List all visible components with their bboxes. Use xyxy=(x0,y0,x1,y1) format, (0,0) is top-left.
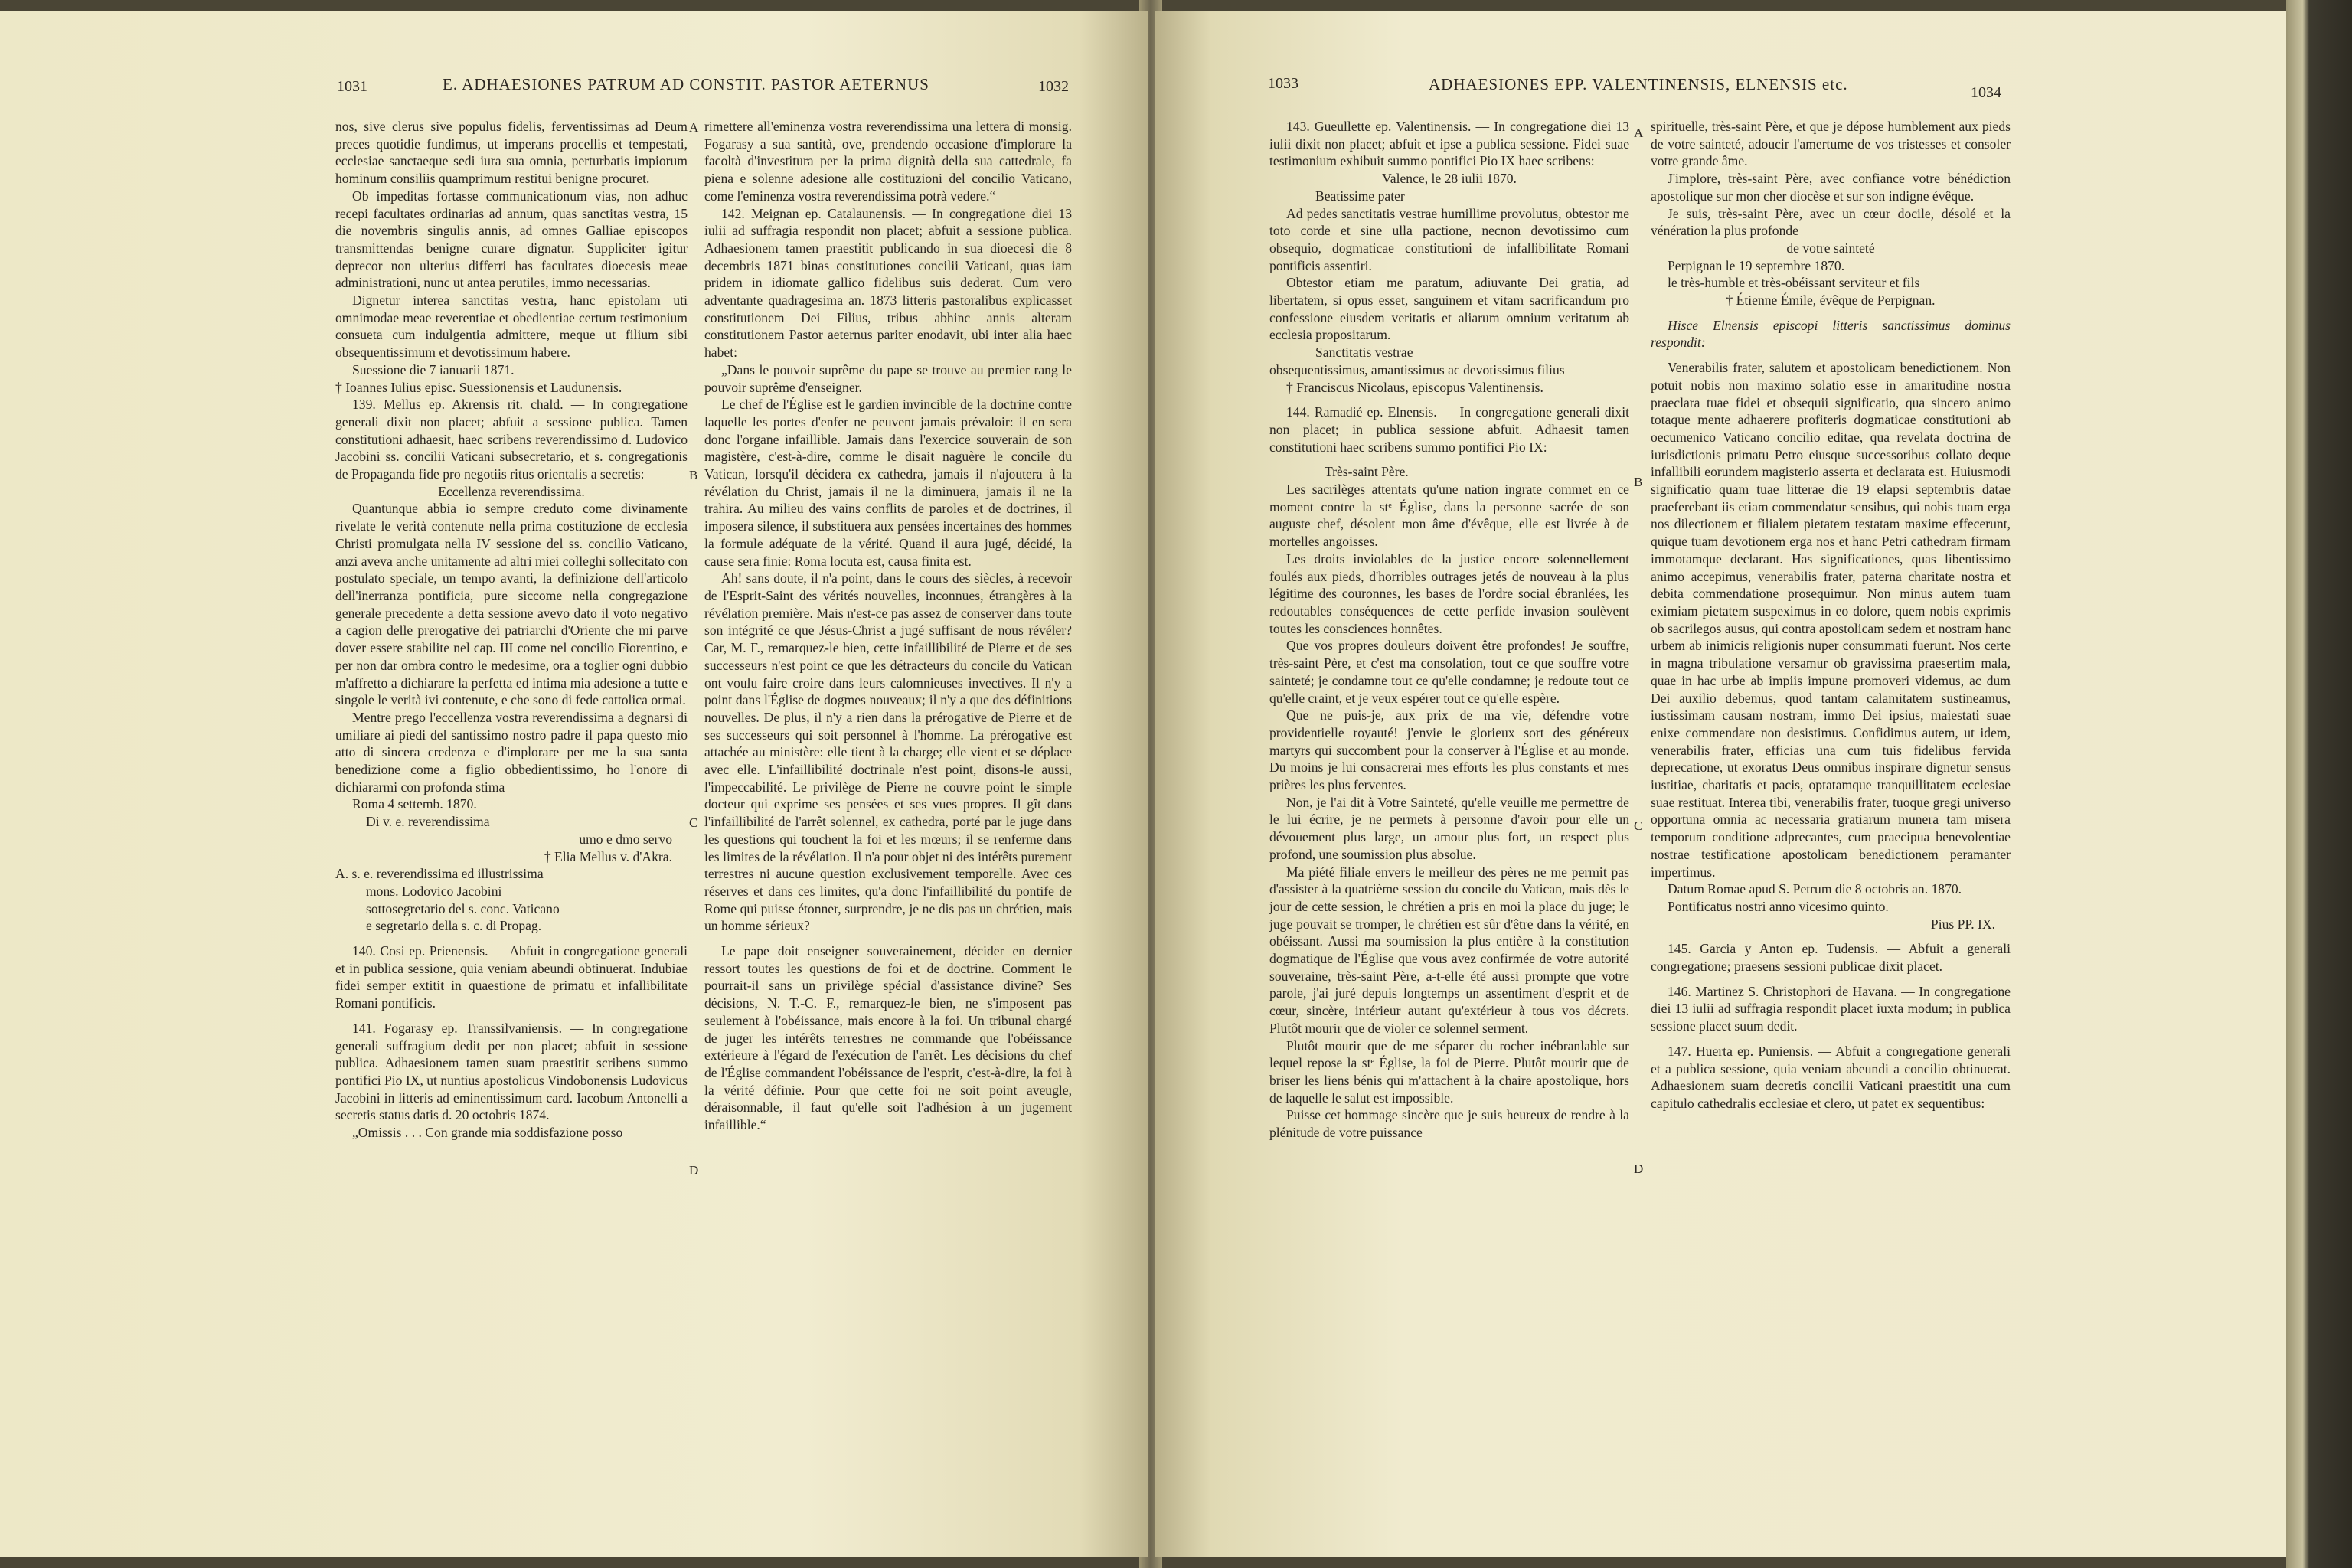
address-line: A. s. e. reverendissima ed illustrissima xyxy=(335,866,544,882)
paragraph: Les sacrilèges attentats qu'une nation ingrate commet en ce moment contre la stᵉ Église, dans la personne sacrée de son auguste chef, désolent mon âme d'évêque, elle est livrée à de mortelles angoisses. xyxy=(1269,482,1629,550)
paragraph: Dignetur interea sanctitas vestra, hanc epistolam uti omnimodae meae reverentiae et obedientiae certum testimonium consueta cum indulgentia admittere, meque ut filium sibi obsequentissimum et devotissimum habere. xyxy=(335,292,688,361)
paragraph: Les droits inviolables de la justice encore solennellement foulés aux pieds, d'horribles outrages jetés de nouveau à la plus légitime des couronnes, les bases de l'ordre social ébranlées, les redoutables conséquences de cette perfide invasion soulèvent toutes les consciences honnêtes. xyxy=(1269,550,1629,636)
paragraph: Plutôt mourir que de me séparer du rocher inébranlable sur lequel repose la stᵉ Église, la foi de Pierre. Plutôt mourir que de briser les liens bénis qui m'attachent à la chaire apostolique, hors de laquelle le salut est impossible. xyxy=(1269,1037,1629,1106)
paragraph: Puisse cet hommage sincère que je suis heureux de rendre à la plénitude de votre puissance xyxy=(1269,1107,1629,1141)
signature: Pius PP. IX. xyxy=(1930,916,1995,932)
margin-marker: C xyxy=(689,815,698,830)
response-heading: Hisce Elnensis episcopi litteris sanctissimus dominus respondit: xyxy=(1651,317,2011,351)
margin-marker: B xyxy=(689,468,698,482)
address-line: e segretario della s. c. di Propag. xyxy=(366,918,542,934)
running-head-left: E. ADHAESIONES PATRUM AD CONSTIT. PASTOR AETERNUS xyxy=(443,75,929,93)
paragraph: Ad pedes sanctitatis vestrae humillime provolutus, obtestor me toto corde et sine ulla pactione, necnon devotissimo cum obsequio, dogmaticae constitutioni de infallibilitate Romani pontificis assentiri. xyxy=(1269,205,1629,273)
closing: de votre sainteté xyxy=(1786,240,1875,256)
paragraph: Que vos propres douleurs doivent être profondes! Je souffre, très-saint Père, et c'est ma consolation, tout ce que souffre votre sainteté; je condamne tout ce qu'elle condamne; je redoute tout ce qu'elle craint, et je veux espérer tout ce qu'elle espère. xyxy=(1269,638,1629,706)
paragraph: „Dans le pouvoir suprême du pape se trouve au premier rang le pouvoir suprême d'enseigner. xyxy=(704,361,1072,395)
paragraph: rimettere all'eminenza vostra reverendissima una lettera di monsig. Fogarasy a sua santità, ove, prendendo occasione d'implorare la facoltà d'investitura per la prima dignità della sua cattedrale, fa piena e solenne adesione alle costituzioni del concilio Vaticano, come l'eminenza vostra reverendissima potrà vedere.“ xyxy=(704,119,1072,204)
salutation: Très-saint Père. xyxy=(1325,464,1409,480)
margin-marker: C xyxy=(1634,818,1643,833)
papal-letter: Venerabilis frater, salutem et apostolicam benedictionem. Non potuit nobis non maximo solatio esse in amaritudine nostra praeclara tuae fidei et obsequii significatio, qua sincero animo totaque mente adhaerere profiteris dogmaticae constitutioni ab oecumenico Vaticano concilio editae, qua revelata doctrina de iurisdictionis primatu Petro eiusque successoribus collato deque infallibili eorundem magisterio asserta et declarata est. Huiusmodi significatio quam tuae litterae die 19 elapsi septembris datae praeferebant iis etiam commendatur sensibus, qui nobis tuam erga nos dilectionem et filialem pietatem testatam maxime effecerunt, quique tuam devotionem erga nos et hanc Petri cathedram firmam immotamque declarant. Has significationes, quas libentissimo animo accepimus, venerabilis frater, paterna charitate nostra et debita commendatione prosequimur. Non minus autem tuam eximiam pietatem suspeximus in eo dolore, quem nobis exprimis ob sacrilegos ausus, qui contra apostolicam sedem et nostram hanc urbem ab inimicis religionis nuper consummati fuerunt. Nos certe in magna tribulatione versamur ob gravissima praesertim mala, quae in hac urbe ab impiis impune promoveri videmus, ac dum Dei auxilio debemus, quod tantam calamitatem sustineamus, iustissimam causam nostram, immo Dei ipsius, maiestati suae enixe commendare non desistimus. Confidimus autem, ut idem, venerabilis frater, efficias una cum tuis fidelibus fervida deprecatione, ut exoratus Deus omnibus inspirare dignetur sensus iustitiae, charitatis et pacis, optatamque tranquillitatem ecclesiae suae restituat. Interea tibi, venerabilis frater, tuoque gregi universo opportuna omnia ac necessaria gratiarum munera tam misera temporum conditione adprecantes, cum praecipua benevolentiae nostrae testificatione apostolicam benedictionem peramanter impertimus. xyxy=(1651,360,2011,880)
margin-marker: B xyxy=(1634,475,1643,489)
entry-144: 144. Ramadié ep. Elnensis. — In congregatione generali dixit non placet; in publica sessione abfuit. Adhaesit tamen constitutioni haec scribens summo pontifici Pio IX: xyxy=(1269,404,1629,455)
signature: † Franciscus Nicolaus, episcopus Valentinensis. xyxy=(1286,379,1544,395)
signature: † Ioannes Iulius episc. Suessionensis et Laudunensis. xyxy=(335,379,622,395)
left-page xyxy=(0,11,1148,1557)
dateline: Perpignan le 19 septembre 1870. xyxy=(1668,257,1845,273)
address-line: sottosegretario del s. conc. Vaticano xyxy=(366,900,560,916)
page-number-1032: 1032 xyxy=(1038,78,1069,95)
paragraph: Mentre prego l'eccellenza vostra reverendissima a degnarsi di umiliare ai piedi del santissimo nostro padre il papa questo mio atto di sincera credenza e d'implorare per me la sua santa benedizione come a figlio obbedientissimo, ho l'onore di dichiararmi con profonda stima xyxy=(335,709,688,795)
right-page-column-2 xyxy=(1651,118,2011,1112)
signature: † Elia Mellus v. d'Akra. xyxy=(544,848,672,864)
margin-marker: D xyxy=(689,1163,699,1178)
running-head-right: ADHAESIONES EPP. VALENTINENSIS, ELNENSIS etc. xyxy=(1429,75,1848,93)
entry-142: 142. Meignan ep. Catalaunensis. — In congregatione diei 13 iulii ad suffragia respondit non placet; abfuit a sessione publica. Adhaesionem tamen praestitit publicando in sua dioecesi die 8 decembris 1871 binas constitutiones concilii Vaticani, quas iam pridem in idiomate gallico fidelibus suis dederat. Cum vero adventante quadragesima an. 1873 litteris pastoralibus explicasset constitutionem Dei Filius, tribus abhinc annis alteram constitutionem Pastor aeternus pariter enodavit, ubi inter alia haec habet: xyxy=(704,205,1072,361)
page-number-1033: 1033 xyxy=(1268,75,1298,92)
paragraph: nos, sive clerus sive populus fidelis, ferventissimas ad Deum preces quotidie fundimus, ut imperans procellis et tempestati, ecclesiae sanctaeque sedi iura sua omnia, perturbatis impiorum hominum consiliis quamprimum restitui benigne procuret. xyxy=(335,119,688,187)
left-page-column-2 xyxy=(704,118,1072,1134)
closing: umo e dmo servo xyxy=(579,831,672,847)
dateline: Pontificatus nostri anno vicesimo quinto. xyxy=(1668,898,1889,914)
paragraph: Ob impeditas fortasse communicationum vias, non adhuc recepi facultates ordinarias ad annum, quas sanctitas vestra, 15 die novembris singulis annis, ad omnes Galliae episcopos transmittendas benigne curare dignatur. Suppliciter igitur deprecor non ulterius differri has facultates dioecesis meae administrationi, nunc ut antea perutiles, immo necessarias. xyxy=(335,188,688,291)
margin-marker: A xyxy=(1634,126,1644,140)
paragraph: Je suis, très-saint Père, avec un cœur docile, désolé et la vénération la plus profonde xyxy=(1651,205,2011,239)
paragraph: spirituelle, très-saint Père, et que je dépose humblement aux pieds de votre sainteté, adoucir l'amertume de vos tristesses et consoler votre grande âme. xyxy=(1651,119,2011,169)
margin-marker: A xyxy=(689,120,699,135)
closing: Sanctitatis vestrae xyxy=(1315,345,1413,361)
page-number-1031: 1031 xyxy=(337,78,368,95)
margin-marker: D xyxy=(1634,1161,1644,1176)
closing: le très-humble et très-obéissant serviteur et fils xyxy=(1668,275,1920,291)
book-edge xyxy=(2286,0,2352,1568)
entry-140: 140. Cosi ep. Prienensis. — Abfuit in congregatione generali et in publica sessione, quia veniam abeundi obtinuerat. Indubiae fidei semper extitit in quaestione de primatu et infallibilitate Romani pontificis. xyxy=(335,943,688,1011)
paragraph: Le pape doit enseigner souverainement, décider en dernier ressort toutes les questions de foi et de doctrine. Comment le pourrait-il sans un privilège spécial d'assistance divine? Ses décisions, N. T.-C. F., remarquez-le bien, ne s'imposent pas seulement à l'obéissance, mais encore à la foi. Un tribunal chargé de juger les intérêts terrestres ne commande que l'obéissance extérieure à l'égard de l'exécution de l'arrêt. Les décisions du chef de l'Église commandent l'obéissance de l'esprit, c'est-à-dire, la foi à la vérité définie. Pour que cette foi ne soit point aveugle, déraisonnable, il faut qu'elle soit l'adhésion à un jugement infaillible.“ xyxy=(704,943,1072,1133)
paragraph: J'implore, très-saint Père, avec confiance votre bénédiction apostolique sur mon cher diocèse et sur son indigne évêque. xyxy=(1651,171,2011,204)
paragraph: Quantunque abbia io sempre creduto come divinamente rivelate le verità contenute nella prima costituzione de ecclesia Christi promulgata nella IV sessione del ss. concilio Vaticano, anzi aveva anche unitamente ad altri miei colleghi sollecitato con postulato speciale, un tempo avanti, la definizione dell'articolo dell'inerranza pontificia, pure siccome nella congregazione generale precedente a detta sessione avevo dato il voto negativo a cagion delle prerogative dei patriarchi d'Oriente che mi parve dover essere stabilite nel cap. III come nel concilio Fiorentino, e per non dar ombra contro le medesime, ora a toglier ogni dubbio m'affretto a dichiarare la perfetta ed intima mia adesione a tutte e singole le verità ivi contenute, e che sono di fede cattolica ormai. xyxy=(335,501,688,708)
entry-141: 141. Fogarasy ep. Transsilvaniensis. — In congregatione generali suffragium dedit per non placet; abfuit in sessione publica. Adhaesionem tamen suam praestitit scribens summo pontifici Pio IX, ut nuntius apostolicus Vindobonensis Ludovicus Jacobini in litteris ad eminentissimum card. Iacobum Antonelli a secretis status datis d. 20 octobris 1874. xyxy=(335,1020,688,1123)
paragraph: Ma piété filiale envers le meilleur des pères ne me permit pas d'assister à la quatrième session du concile du Vatican, mais dès le jour de cette session, le chrétien a pris en moi la place du juge; le juge pouvait se tromper, le chrétien est sûr d'être dans la vérité, en obéissant. Aussi ma soumission la plus entière à la constitution dogmatique de l'Église que vous avez confirmée de votre autorité souveraine, très-saint Père, a-t-elle été aussi prompte que votre parole, j'ai juré depuis longtemps un assentiment d'esprit et de cœur, sincère, intérieur autant qu'extérieur à tous vos décrets. Plutôt mourir que de violer ce solennel serment. xyxy=(1269,864,1629,1036)
entry-139: 139. Mellus ep. Akrensis rit. chald. — In congregatione generali dixit non placet; abfuit a sessione publica. Tamen constitutioni adhaesit, haec scribens reverendissimo d. Ludovico Jacobini ss. concilii Vaticani subsecretario, et s. congregationis de Propaganda fide pro negotiis ritus orientalis a secretis: xyxy=(335,397,688,482)
dateline: Suessione die 7 ianuarii 1871. xyxy=(352,361,514,377)
paragraph: Non, je l'ai dit à Votre Sainteté, qu'elle veuille me permettre de le lui écrire, je ne permets à personne d'avoir pour elle un dévouement plus large, un amour plus fort, un respect plus profond, une soumission plus absolue. xyxy=(1269,794,1629,862)
entry-146: 146. Martinez S. Christophori de Havana. — In congregatione diei 13 iulii ad suffragia respondit placet iuxta modum; in publica sessione placet suum dedit. xyxy=(1651,983,2011,1034)
paragraph: Obtestor etiam me paratum, adiuvante Dei gratia, ad libertatem, si opus esset, sanguinem et vitam sacrificandum pro confessione eiusdem veritatis et aliarum omnium veritatum ab ecclesia propositarum. xyxy=(1269,275,1629,343)
entry-145: 145. Garcia y Anton ep. Tudensis. — Abfuit a generali congregatione; praesens sessioni publicae dixit placet. xyxy=(1651,941,2011,975)
dateline: Datum Romae apud S. Petrum die 8 octobris an. 1870. xyxy=(1668,881,1962,897)
salutation: Eccellenza reverendissima. xyxy=(438,483,585,499)
right-page xyxy=(1155,11,2286,1557)
dateline: Valence, le 28 iulii 1870. xyxy=(1382,171,1517,187)
salutation: Beatissime pater xyxy=(1315,188,1405,204)
paragraph: Ah! sans doute, il n'a point, dans le cours des siècles, à recevoir de l'Esprit-Saint des vérités nouvelles, inconnues, étrangères à la révélation première. Mais n'est-ce pas assez de conserver dans toute son intégrité ce que Jésus-Christ a jugé suffisant de nous révéler? Car, M. F., remarquez-le bien, cette infaillibilité de Pierre et de ses successeurs n'est point ce que les détracteurs du concile du Vatican ont voulu faire croire dans leurs calomnieuses invectives. Il n'y a point dans l'Église de dogmes nouveaux; il n'y a que des définitions nouvelles. De plus, il n'y a rien dans la prérogative de Pierre et de ses successeurs qui soit personnel à l'homme. La prérogative est attachée au ministère: elle tient à la charge; elle vient et se déplace avec elle. L'infaillibilité doctrinale n'est point, disons-le aussi, l'impeccabilité. Le privilège de Pierre ne couvre point le simple docteur qui exprime ses pensées et ses vues propres. Il gît dans l'infaillibilité de l'arrêt solennel, ex cathedra, porté par le juge dans les questions qui touchent la foi et les mœurs; il se renferme dans les limites de la révélation. Il n'a pour objet ni des intérêts purement terrestres ni aucune question exclusivement temporelle. Avec ces réserves et dans ces limites, qu'a donc l'infaillibilité du pontife de Rome qui puisse étonner, surprendre, je ne dis pas un chrétien, mais un homme sérieux? xyxy=(704,570,1072,934)
address-line: mons. Lodovico Jacobini xyxy=(366,883,502,899)
paragraph: Que ne puis-je, aux prix de ma vie, défendre votre providentielle royauté! j'envie le glorieux sort des généreux martyrs qui succombent pour la conserver à l'Église et au monde. Du moins je lui consacrerai mes efforts les plus constants et mes prières les plus ferventes. xyxy=(1269,707,1629,793)
paragraph: „Omissis . . . Con grande mia soddisfazione posso xyxy=(352,1125,623,1141)
entry-143: 143. Gueullette ep. Valentinensis. — In congregatione diei 13 iulii dixit non placet; abfuit et ipse a publica sessione. Fidei suae testimonium exhibuit summo pontifici Pio IX haec scribens: xyxy=(1269,119,1629,169)
closing: Di v. e. reverendissima xyxy=(366,814,490,830)
left-page-column-1 xyxy=(335,118,688,1142)
closing: obsequentissimus, amantissimus ac devotissimus filius xyxy=(1269,361,1565,377)
signature: † Étienne Émile, évêque de Perpignan. xyxy=(1726,292,1936,309)
right-page-column-1 xyxy=(1269,118,1629,1142)
entry-147: 147. Huerta ep. Puniensis. — Abfuit a congregatione generali et a publica sessione, quia veniam abeundi a concilio obtinuerat. Adhaesionem suam decretis concilii Vaticani praestitit una cum capitulo cathedralis ecclesiae et clero, ut patet ex sequentibus: xyxy=(1651,1043,2011,1111)
paragraph: Le chef de l'Église est le gardien invincible de la doctrine contre laquelle les portes d'enfer ne peuvent jamais prévaloir: il en sera donc l'organe infaillible. Jamais dans l'exercice souverain de son magistère, c'est-à-dire, comme le disait naguère le concile du Vatican, lorsqu'il décidera ex cathedra, jamais il n'ajoutera à la révélation du Christ, jamais il ne la diminuera, jamais il ne la trahira. Au milieu des vains conflits de paroles et de doctrines, il imposera silence, il substituera aux pensées incertaines des hommes la formule adéquate de la vérité. Quand il aura jugé, décidé, la cause sera finie: Roma locuta est, causa finita est. xyxy=(704,397,1072,569)
dateline: Roma 4 settemb. 1870. xyxy=(352,796,477,812)
page-number-1034: 1034 xyxy=(1971,84,2001,101)
